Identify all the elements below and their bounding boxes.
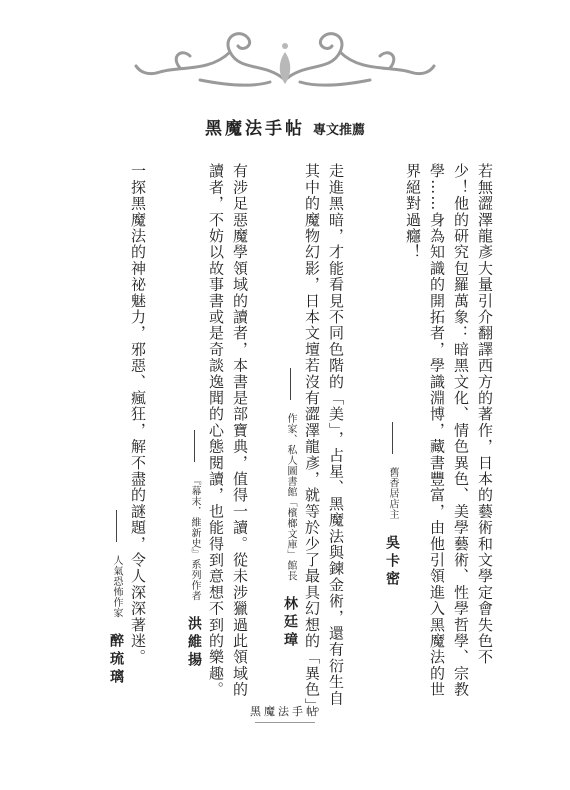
paragraph-column: 其中的魔物幻影，日本文壇若沒有澀澤龍彥，就等於少了最具幻想的「異色」。 [303,163,321,723]
endorser-role: 作家、私人圖書館「檳榔文庫」館長 [285,413,296,582]
paragraph-column: 一探黑魔法的神祕魅力，邪惡、瘋狂，解不盡的謎題，令人深深著迷。 [129,163,147,666]
paragraph-column: 界絕對過癮！ [404,163,422,261]
endorser-name: 吳卡密 [384,534,400,589]
endorser-role: 舊香居店主 [387,467,398,520]
signature-dash [194,430,195,462]
paragraph-column: 學……身為知識的開拓者，學識淵博，藏書豐富，由他引領進入黑魔法的世 [428,163,446,698]
endorser-signature [280,368,300,650]
paragraph-column: 少！他的研究包羅萬象：暗黑文化、情色異色、美學藝術、性學哲學、宗教 [452,163,470,698]
paragraph-column: 讀者，不妨以故事書或是奇談逸聞的心態閱讀，也能得到意想不到的樂趣。 [207,163,225,698]
endorser-role: 人氣恐怖作家 [111,555,122,619]
endorser-signature [106,510,126,687]
paragraph-column: 走進黑暗，才能看見不同色階的「美」，占星、黑魔法與鍊金術，還有衍生自 [327,163,345,707]
endorser-role: 『幕末．維新史』系列作者 [189,475,200,602]
endorser-signature [382,422,402,589]
paragraph-column: 有涉足惡魔學領域的讀者，本書是部寶典，值得一讀。從未涉獵過此領域的 [231,163,249,698]
signature-dash [290,368,291,400]
endorser-name: 林廷璋 [282,596,298,651]
title-row [0,114,570,139]
signature-dash [392,422,393,454]
endorser-name: 醉琉璃 [108,633,124,688]
signature-dash [116,510,117,542]
endorser-name: 洪維揚 [186,616,202,671]
page-subtitle: 專文推薦 [312,123,365,138]
page-title: 黑魔法手帖 [204,119,305,139]
paragraph-column: 若無澀澤龍彥大量引介翻譯西方的著作，日本的藝術和文學定會失色不 [476,163,494,666]
decorative-scroll-ornament [130,22,440,92]
endorser-signature [184,430,204,670]
page-footer: 黑魔法手帖 [250,705,320,718]
footer-divider [255,722,315,723]
